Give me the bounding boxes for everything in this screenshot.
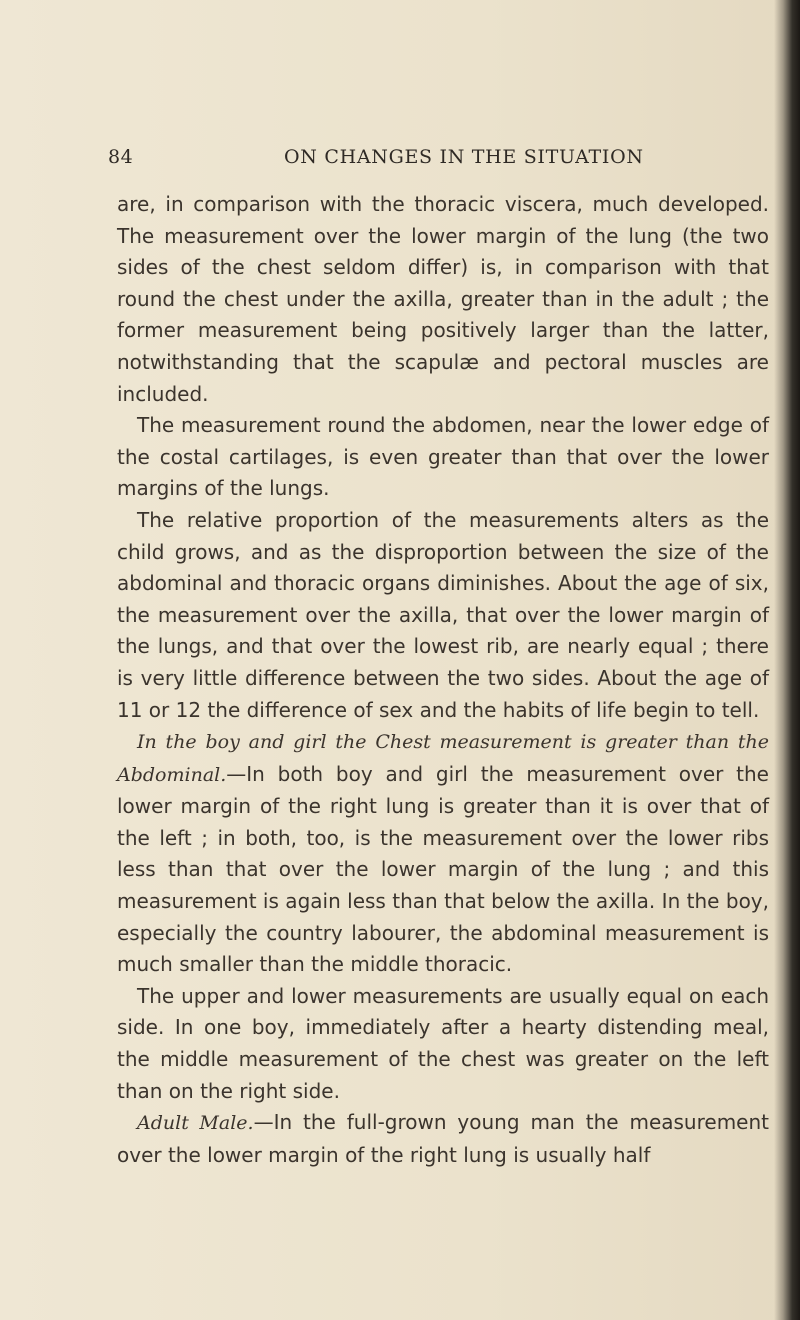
paragraph-1: are, in comparison with the thoracic viscera, much developed. The measurement over the lower margin of the lung (the two sides of the chest seldom differ) is, in comparison with that round the chest under the axilla, greater than in the adult ; the former measurement being positively larger than the latter, notwithstanding that the scapulæ and pectoral muscles are included. [117, 192, 769, 406]
running-title: ON CHANGES IN THE SITUATION [284, 146, 644, 168]
section-heading-boy-and-girl: In the boy and girl the Chest measurement is greater than the Abdominal. [117, 731, 769, 786]
section-heading-adult-male: Adult Male. [137, 1112, 254, 1135]
body-text [117, 189, 769, 1171]
paragraph-3: The relative proportion of the measurements alters as the child grows, and as the disproportion between the size of the abdominal and thoracic organs diminishes. About the age of six, the measurement over the axilla, that over the lower margin of the lungs, and that over the lowest rib, are nearly equal ; there is very little difference between the two sides. About the age of 11 or 12 the difference of sex and the habits of life begin to tell. [117, 507, 769, 722]
page-number: 84 [108, 146, 134, 168]
paragraph-5: The upper and lower measurements are usually equal on each side. In one boy, immediately after a hearty distending meal, the middle measurement of the chest was greater on the left than on the right side. [117, 983, 769, 1103]
paragraph-2: The measurement round the abdomen, near the lower edge of the costal cartilages, is even greater than that over the lower margins of the lungs. [117, 413, 769, 501]
paragraph-6: Adult Male.—In the full-grown young man the measurement over the lower margin of the right lung is usually half [117, 1110, 769, 1167]
running-head [108, 146, 776, 176]
page-edge-shadow [774, 0, 800, 1320]
paragraph-4: In the boy and girl the Chest measurement is greater than the Abdominal.—In both boy and girl the measurement over the lower margin of the right lung is greater than it is over that of the left ; in both, too, is the measurement over the lower ribs less than that over the lower margin of the lung ; and this measurement is again less than that below the axilla. In the boy, especially the country labourer, the abdominal measurement is much smaller than the middle thoracic. [117, 731, 769, 977]
